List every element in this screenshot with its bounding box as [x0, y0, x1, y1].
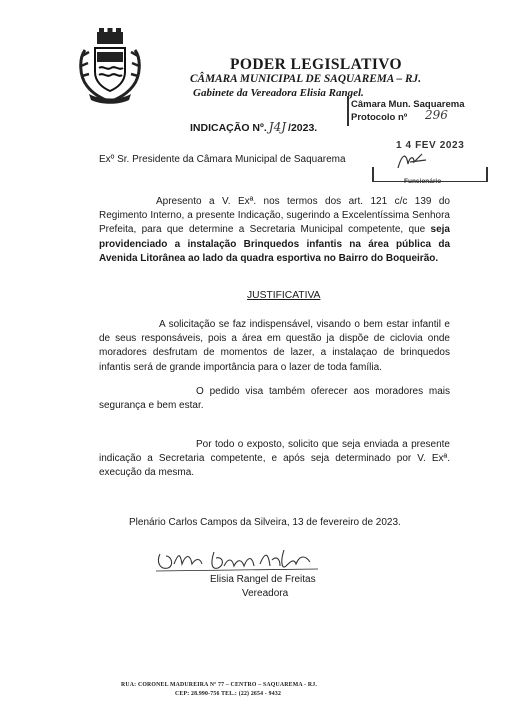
paragraph-conclusion: Por todo o exposto, solicito que seja enviada a presente indicação a Secretaria competente, e após seja determinado por V. Exª. execução da mesma. — [99, 439, 450, 479]
letterhead-chamber: CÂMARA MUNICIPAL DE SAQUAREMA – RJ. — [190, 73, 422, 85]
letterhead-office: Gabinete da Vereadora Elisia Rangel. — [193, 87, 364, 99]
letterhead-title: PODER LEGISLATIVO — [230, 56, 403, 73]
place-and-date: Plenário Carlos Campos da Silveira, 13 de fevereiro de 2023. — [129, 517, 401, 528]
paragraph-justification: A solicitação se faz indispensável, visando o bem estar infantil e de seus responsáveis, pois a área em questão ja dispõe de ciclovia onde moradores desfrutam de momentos de lazer, a instalaçao de brinquedos infantis será de grande importância para o lazer de toda família. — [99, 319, 450, 373]
indicacao-year: /2023. — [288, 122, 318, 134]
justification-heading: JUSTIFICATIVA — [247, 290, 321, 301]
paragraph-request-emphasis: seja providenciado a instalação Brinquedos infantis na área pública da Avenida Litorânea ao lado da quadra esportiva no Bairro do Boqueirão. — [99, 224, 450, 264]
footer-address: RUA: CORONEL MADUREIRA Nº 77 – CENTRO – SAQUAREMA - RJ. — [121, 682, 318, 688]
coat-of-arms-logo — [77, 28, 143, 108]
received-stamp-label: Funcionário — [404, 178, 442, 185]
handwritten-signature — [152, 544, 322, 576]
indicacao-label: INDICAÇÃO Nº. — [190, 122, 267, 134]
received-date-stamp: 1 4 FEV 2023 — [396, 140, 465, 151]
indicacao-number: J4J — [268, 120, 287, 134]
signatory-role: Vereadora — [242, 588, 289, 599]
indicacao-line — [190, 120, 317, 134]
paragraph-request — [99, 195, 450, 266]
protocol-number: 296 — [425, 108, 448, 122]
footer-contact: CEP: 28.990-756 TEL.: (22) 2654 - 9432 — [175, 691, 282, 697]
paragraph-request-intro: Apresento a V. Exª. nos termos dos art. 121 c/c 139 do Regimento Interno, a presente Indicação, sugerindo a Excelentíssima Senhora Prefeita, para que determine a Secretaria Municipal competente, que — [99, 196, 450, 236]
protocol-stamp-chamber: Câmara Mun. Saquarema — [351, 99, 465, 110]
protocol-stamp-label: Protocolo nº — [351, 112, 408, 123]
paragraph-safety: O pedido visa também oferecer aos moradores mais segurança e bem estar. — [99, 386, 450, 412]
signatory-name: Elisia Rangel de Freitas — [210, 574, 316, 585]
addressee: Exº Sr. Presidente da Câmara Municipal de Saquarema — [99, 154, 346, 165]
